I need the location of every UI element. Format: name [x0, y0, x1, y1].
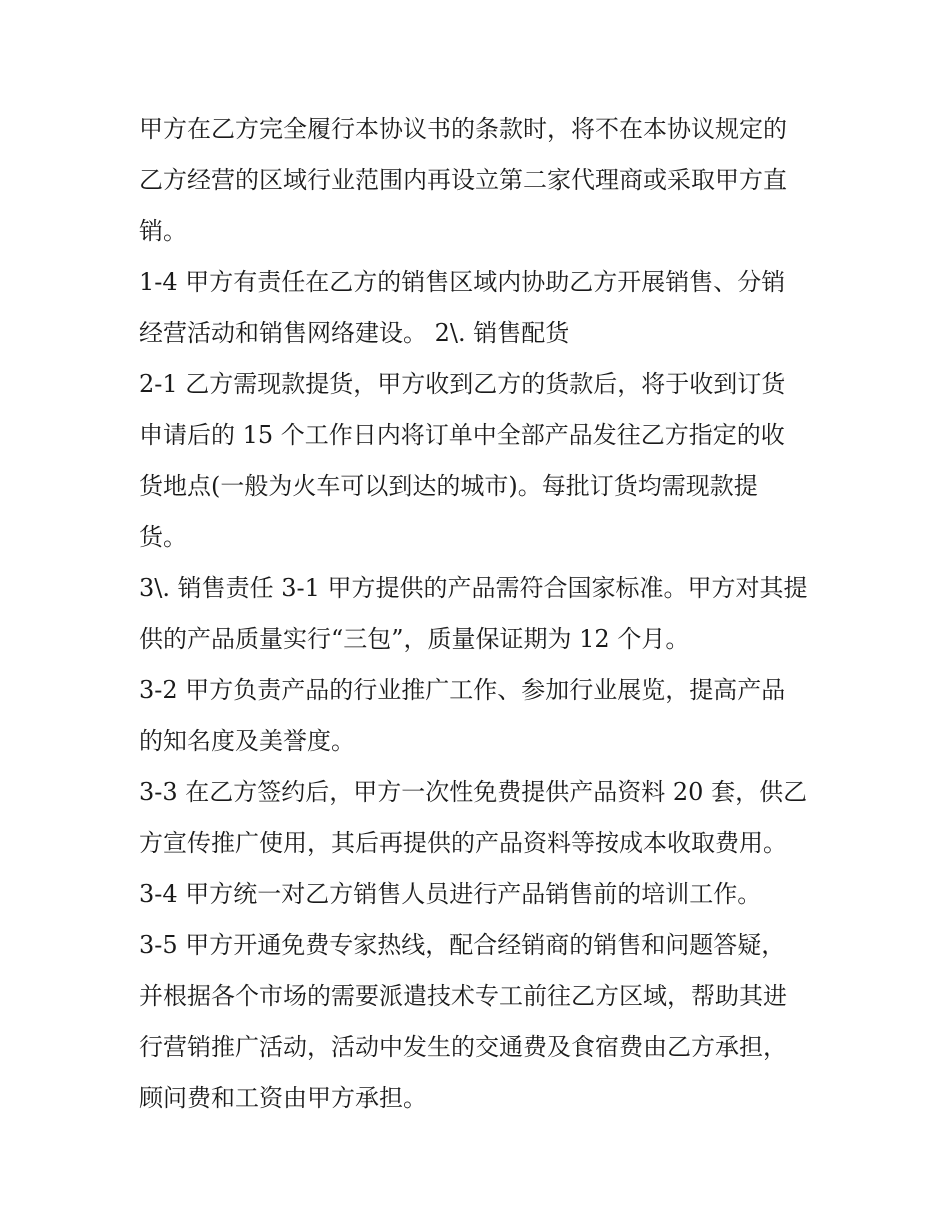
- paragraph-clause-1-4: 1-4 甲方有责任在乙方的销售区域内协助乙方开展销售、分销 经营活动和销售网络建设。 2\. 销售配货: [139, 268, 786, 347]
- paragraph-clause-3-2: 3-2 甲方负责产品的行业推广工作、参加行业展览，提高产品 的知名度及美誉度。: [139, 676, 786, 755]
- paragraph-exclusive-agency: 甲方在乙方完全履行本协议书的条款时，将不在本协议规定的 乙方经营的区域行业范围内再设立第二家代理商或采取甲方直 销。: [139, 115, 787, 245]
- document-body: [139, 104, 819, 1124]
- paragraph-clause-2-1: 2-1 乙方需现款提货，甲方收到乙方的货款后，将于收到订货 申请后的 15 个工作日内将订单中全部产品发往乙方指定的收 货地点(一般为火车可以到达的城市)。每批订货均需现款提 货。: [139, 370, 786, 551]
- paragraph-clause-3-5: 3-5 甲方开通免费专家热线，配合经销商的销售和问题答疑， 并根据各个市场的需要派遣技术专工前往乙方区域，帮助其进 行营销推广活动，活动中发生的交通费及食宿费由乙方承担， 顾问费和工资由甲方承担。: [139, 931, 787, 1112]
- paragraph-clause-3-1: 3\. 销售责任 3-1 甲方提供的产品需符合国家标准。甲方对其提 供的产品质量实行“三包”，质量保证期为 12 个月。: [139, 574, 808, 653]
- paragraph-clause-3-4: 3-4 甲方统一对乙方销售人员进行产品销售前的培训工作。: [139, 880, 762, 908]
- paragraph-clause-3-3: 3-3 在乙方签约后，甲方一次性免费提供产品资料 20 套，供乙 方宣传推广使用，其后再提供的产品资料等按成本收取费用。: [139, 778, 808, 857]
